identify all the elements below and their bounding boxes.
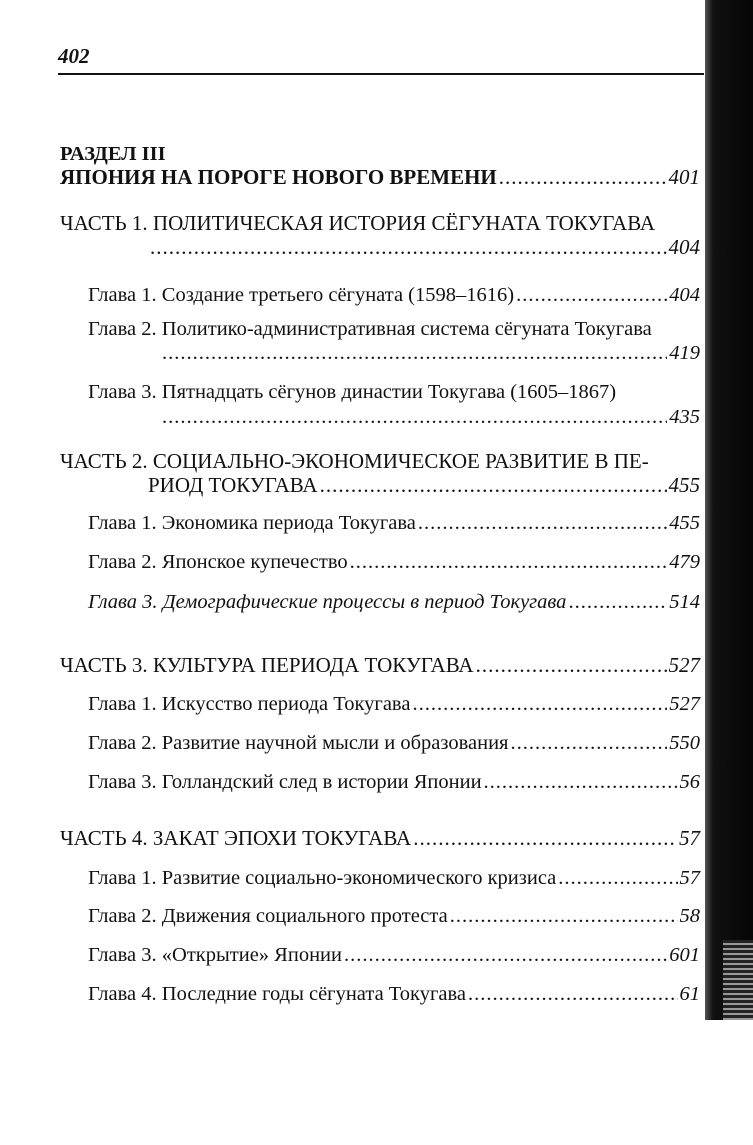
- chapter-page: 514: [669, 591, 700, 613]
- chapter-title: Глава 1. Создание третьего сёгуната (1598–1616): [88, 284, 515, 306]
- part-4-entry[interactable]: [60, 826, 700, 851]
- chapter-entry[interactable]: [88, 867, 700, 890]
- section-entry[interactable]: [60, 165, 700, 190]
- part-2-page: 455: [668, 473, 700, 497]
- chapter-title: Глава 1. Искусство периода Токугава: [88, 693, 411, 715]
- leader-dots: [150, 235, 667, 260]
- leader-dots: [412, 693, 667, 716]
- leader-dots: [558, 867, 677, 890]
- chapter-entry[interactable]: [88, 771, 700, 794]
- leader-dots: [484, 771, 678, 794]
- section-title: ЯПОНИЯ НА ПОРОГЕ НОВОГО ВРЕМЕНИ: [60, 165, 497, 189]
- chapter-entry[interactable]: [88, 983, 700, 1006]
- leader-dots: [162, 342, 667, 365]
- chapter-page: 455: [669, 512, 700, 534]
- chapter-title: Глава 4. Последние годы сёгуната Токугава: [88, 983, 466, 1005]
- chapter-entry[interactable]: [88, 318, 700, 341]
- part-2-entry[interactable]: [60, 449, 649, 474]
- part-3-page: 527: [668, 653, 700, 677]
- part-1-title: ЧАСТЬ 1. ПОЛИТИЧЕСКАЯ ИСТОРИЯ СЁГУНАТА ТОКУГАВА: [60, 211, 656, 235]
- leader-dots: [510, 732, 667, 755]
- part-1-entry[interactable]: [60, 211, 655, 236]
- chapter-entry[interactable]: [88, 591, 700, 614]
- chapter-entry[interactable]: [88, 944, 700, 967]
- chapter-title: Глава 3. Голландский след в истории Японии: [88, 771, 482, 793]
- chapter-title: Глава 2. Движения социального протеста: [88, 905, 448, 927]
- part-2-title-line1: ЧАСТЬ 2. СОЦИАЛЬНО-ЭКОНОМИЧЕСКОЕ РАЗВИТИЕ В ПЕ-: [60, 449, 649, 473]
- part-3-entry[interactable]: [60, 653, 700, 678]
- leader-dots: [516, 284, 667, 307]
- chapter-title: Глава 1. Развитие социально-экономического кризиса: [88, 867, 557, 889]
- chapter-page: 58: [679, 905, 700, 927]
- chapter-entry[interactable]: [88, 551, 700, 574]
- leader-dots: [350, 551, 668, 574]
- header-rule: [58, 73, 704, 75]
- section-label: [60, 143, 166, 166]
- chapter-page: 479: [669, 551, 700, 573]
- chapter-page: 61: [679, 983, 700, 1005]
- part-2-title-line2: РИОД ТОКУГАВА: [148, 473, 318, 497]
- part-4-page: 57: [679, 826, 700, 850]
- scan-shadow-edge-bottom: [723, 940, 753, 1020]
- chapter-title: Глава 1. Экономика периода Токугава: [88, 512, 416, 534]
- chapter-leader-line: [160, 342, 700, 365]
- leader-dots: [418, 512, 667, 535]
- chapter-page: 435: [669, 406, 700, 428]
- chapter-title: Глава 3. Демографические процессы в период Токугава: [88, 591, 567, 613]
- leader-dots: [476, 653, 667, 678]
- chapter-entry[interactable]: [88, 381, 700, 404]
- chapter-page: 56: [679, 771, 700, 793]
- part-1-page: 404: [668, 235, 700, 259]
- part-4-title: ЧАСТЬ 4. ЗАКАТ ЭПОХИ ТОКУГАВА: [60, 826, 412, 850]
- leader-dots: [344, 944, 667, 967]
- chapter-page: 419: [669, 342, 700, 364]
- chapter-page: 404: [669, 284, 700, 306]
- chapter-entry[interactable]: [88, 732, 700, 755]
- leader-dots: [499, 165, 667, 190]
- leader-dots: [413, 826, 677, 851]
- leader-dots: [468, 983, 678, 1006]
- leader-dots: [450, 905, 678, 928]
- chapter-title: Глава 3. «Открытие» Японии: [88, 944, 342, 966]
- chapter-entry[interactable]: [88, 512, 700, 535]
- chapter-page: 601: [669, 944, 700, 966]
- chapter-title: Глава 2. Развитие научной мысли и образования: [88, 732, 509, 754]
- leader-dots: [568, 591, 667, 614]
- leader-dots: [162, 406, 667, 429]
- part-1-leader-line: [148, 235, 700, 260]
- scan-shadow-edge: [705, 0, 753, 1020]
- chapter-entry[interactable]: [88, 905, 700, 928]
- part-2-title-line2-row: [148, 473, 700, 498]
- section-label-text: РАЗДЕЛ III: [60, 143, 166, 165]
- part-3-title: ЧАСТЬ 3. КУЛЬТУРА ПЕРИОДА ТОКУГАВА: [60, 653, 474, 677]
- section-page: 401: [668, 165, 700, 189]
- chapter-title: Глава 2. Политико-административная система сёгуната Токугава: [88, 318, 652, 340]
- chapter-page: 550: [669, 732, 700, 754]
- chapter-title: Глава 3. Пятнадцать сёгунов династии Токугава (1605–1867): [88, 381, 617, 403]
- chapter-page: 527: [669, 693, 700, 715]
- chapter-entry[interactable]: [88, 693, 700, 716]
- chapter-title: Глава 2. Японское купечество: [88, 551, 348, 573]
- page-number: 402: [58, 44, 90, 68]
- leader-dots: [320, 473, 667, 498]
- chapter-entry[interactable]: [88, 284, 700, 307]
- chapter-page: 57: [679, 867, 700, 889]
- chapter-leader-line: [160, 406, 700, 429]
